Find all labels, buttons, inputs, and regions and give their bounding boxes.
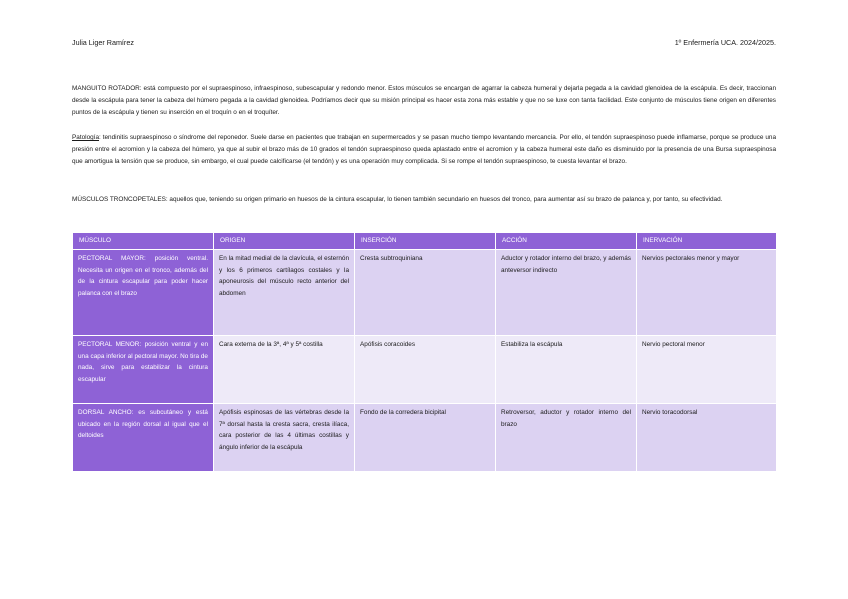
col-header-insercion: INSERCIÓN [355, 233, 496, 250]
author-name: Julia Liger Ramírez [72, 38, 134, 47]
troncopetal-paragraph [72, 194, 776, 206]
cell-insercion: Apófisis coracoides [355, 336, 496, 404]
cell-musculo: PECTORAL MENOR: posición ventral y en una capa inferior al pectoral mayor. No tira de nada, sirve para estabilizar la cintura escapular [73, 336, 214, 404]
troncopetal-label: MÚSCULOS TRONCOPETALES: [72, 196, 168, 203]
cell-musculo: PECTORAL MAYOR: posición ventral. Necesita un origen en el tronco, además del de la cintura escapular para poder hacer palanca con el brazo [73, 250, 214, 336]
cell-musculo: DORSAL ANCHO: es subcutáneo y está ubicado en la región dorsal al igual que el deltoides [73, 404, 214, 472]
table-row [73, 404, 777, 472]
col-header-accion: ACCIÓN [496, 233, 637, 250]
table-row [73, 336, 777, 404]
cell-origen: Cara externa de la 3ª, 4ª y 5ª costilla [214, 336, 355, 404]
cell-insercion: Fondo de la corredera bicipital [355, 404, 496, 472]
course-label: 1º Enfermería UCA. 2024/2025. [674, 38, 776, 47]
cell-origen: Apófisis espinosas de las vértebras desde la 7ª dorsal hasta la cresta sacra, cresta ilíaca, cara posterior de las 4 últimas costillas y ángulo inferior de la escápula [214, 404, 355, 472]
pathology-paragraph [72, 132, 776, 169]
table-row [73, 250, 777, 336]
troncopetal-text: aquellos que, teniendo su origen primario en huesos de la cintura escapular, lo tienen también secundario en huesos del tronco, para aumentar así su brazo de palanca y, por tanto, su efectividad. [167, 196, 723, 203]
table-header-row [73, 233, 777, 250]
rotator-cuff-text: está compuesto por el supraespinoso, infraespinoso, subescapular y redondo menor. Estos músculos se encargan de agarrar la cabeza humeral y dejarla pegada a la cavidad glenoidea de la escápula. Es decir, traccionan desde la escápula para tener la cabeza del húmero pegada a la cavidad glenoidea. Podríamos decir que su misión principal es hacer esta zona más estable y que no se luxe con tanta facilidad. Este conjunto de músculos tiene origen en diferentes puntos de la escápula y tienen su inserción en el troquín o en el troquíter. [72, 85, 776, 117]
cell-inervacion: Nervio pectoral menor [637, 336, 777, 404]
cell-origen: En la mitad medial de la clavícula, el esternón y los 6 primeros cartílagos costales y la aponeurosis del músculo recto anterior del abdomen [214, 250, 355, 336]
pathology-label: Patología [72, 134, 100, 141]
col-header-origen: ORIGEN [214, 233, 355, 250]
cell-accion: Estabiliza la escápula [496, 336, 637, 404]
cell-accion: Retroversor, aductor y rotador interno del brazo [496, 404, 637, 472]
rotator-cuff-paragraph [72, 83, 776, 120]
muscles-table [72, 232, 777, 472]
rotator-cuff-label: MANGUITO ROTADOR: [72, 85, 142, 92]
col-header-musculo: MÚSCULO [73, 233, 214, 250]
pathology-text: : tendinitis supraespinoso o síndrome del reponedor. Suele darse en pacientes que trabajan en supermercados y se pasan mucho tiempo levantando mercancía. Por ello, el tendón supraespinoso puede inflamarse, porque se produce una presión entre el acromion y la cabeza del húmero, ya que al subir el brazo más de 10 grados el tendón supraespinoso queda aplastado entre el acromion y la cabeza humeral este daño es disminuido por la presencia de una Bursa supraespinosa que amortigua la tensión que se produce, sin embargo, el cual puede calcificarse (el tendón) y es una operación muy complicada. Si se rompe el tendón supraespinoso, te cuesta levantar el brazo. [72, 134, 776, 166]
cell-accion: Aductor y rotador interno del brazo, y además anteversor indirecto [496, 250, 637, 336]
page-header [72, 38, 776, 50]
cell-inervacion: Nervios pectorales menor y mayor [637, 250, 777, 336]
cell-insercion: Cresta subtroquiniana [355, 250, 496, 336]
col-header-inervacion: INERVACIÓN [637, 233, 777, 250]
cell-inervacion: Nervio toracodorsal [637, 404, 777, 472]
